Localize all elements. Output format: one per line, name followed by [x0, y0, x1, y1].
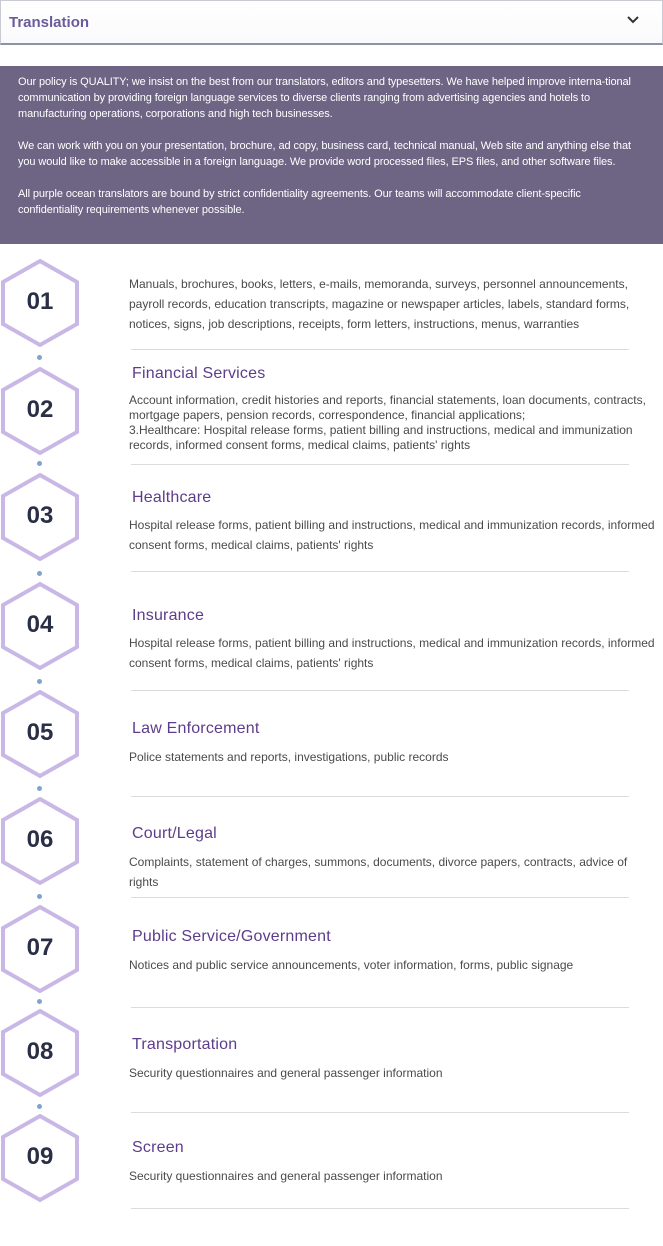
service-number: 05 [26, 719, 54, 746]
service-number: 01 [26, 288, 54, 315]
divider [131, 1007, 629, 1008]
service-heading: Financial Services [132, 365, 266, 382]
connector-dot [37, 679, 42, 684]
service-number: 07 [26, 934, 54, 961]
intro-paragraph: Our policy is QUALITY; we insist on the best from our translators, editors and typesetters. We have helped improve interna-tional communication by providing foreign language services to diverse clients ranging from advertising agencies and hotels to manufacturing operations, corporations and high tech businesses. [18, 76, 631, 120]
service-description: Security questionnaires and general passenger information [129, 1169, 443, 1183]
section-title: Translation [9, 14, 90, 31]
service-number: 02 [26, 396, 54, 423]
divider [131, 796, 629, 797]
divider [131, 1208, 629, 1209]
divider [131, 897, 629, 898]
service-description: Manuals, brochures, books, letters, e-mails, memoranda, surveys, personnel announcements, payroll records, education transcripts, magazine or newspaper articles, labels, standard forms, notices, signs, job descriptions, receipts, form letters, instructions, menus, warranties [129, 277, 630, 331]
connector-dot [37, 571, 42, 576]
connector-dot [37, 894, 42, 899]
divider [131, 690, 629, 691]
service-description: Hospital release forms, patient billing and instructions, medical and immunization records, informed consent forms, medical claims, patients' rights [129, 518, 655, 552]
divider [131, 1112, 629, 1113]
service-description: Police statements and reports, investigations, public records [129, 750, 449, 764]
service-number: 08 [26, 1038, 54, 1065]
divider [131, 464, 629, 465]
chevron-down-icon[interactable] [626, 13, 640, 27]
service-heading: Screen [132, 1139, 184, 1156]
service-description: Hospital release forms, patient billing and instructions, medical and immunization records, informed consent forms, medical claims, patients' rights [129, 636, 655, 670]
divider [131, 349, 629, 350]
divider [131, 571, 629, 572]
service-number: 09 [26, 1143, 54, 1170]
connector-dot [37, 999, 42, 1004]
service-number: 04 [26, 611, 54, 638]
service-heading: Healthcare [132, 489, 212, 506]
service-heading: Law Enforcement [132, 720, 260, 737]
connector-dot [37, 786, 42, 791]
service-heading: Court/Legal [132, 825, 217, 842]
service-description: Notices and public service announcements, voter information, forms, public signage [129, 958, 574, 972]
service-heading: Insurance [132, 607, 205, 624]
service-number: 03 [26, 502, 54, 529]
service-heading: Public Service/Government [132, 928, 331, 945]
service-heading: Transportation [132, 1036, 238, 1053]
intro-paragraph: All purple ocean translators are bound by strict confidentiality agreements. Our teams will accommodate client-specific confidentiality requirements whenever possible. [18, 188, 581, 216]
connector-dot [37, 1104, 42, 1109]
intro-panel [0, 66, 663, 244]
intro-paragraph: We can work with you on your presentation, brochure, ad copy, business card, technical manual, Web site and anything else that you would like to make accessible in a foreign language. We provide word processed files, EPS files, and other software files. [18, 140, 631, 168]
service-description: Account information, credit histories and reports, financial statements, loan documents, contracts, mortgage papers, pension records, correspondence, financial applications; 3.Healthcare: Hospital release forms, patient billing and instructions, medical and immunization records, informed consent forms, medical claims, patients' rights [129, 393, 646, 452]
connector-dot [37, 355, 42, 360]
service-description: Complaints, statement of charges, summons, documents, divorce papers, contracts, advice of rights [129, 855, 628, 889]
service-number: 06 [26, 826, 54, 853]
connector-dot [37, 461, 42, 466]
service-description: Security questionnaires and general passenger information [129, 1066, 443, 1080]
translation-accordion-header[interactable] [0, 0, 663, 45]
